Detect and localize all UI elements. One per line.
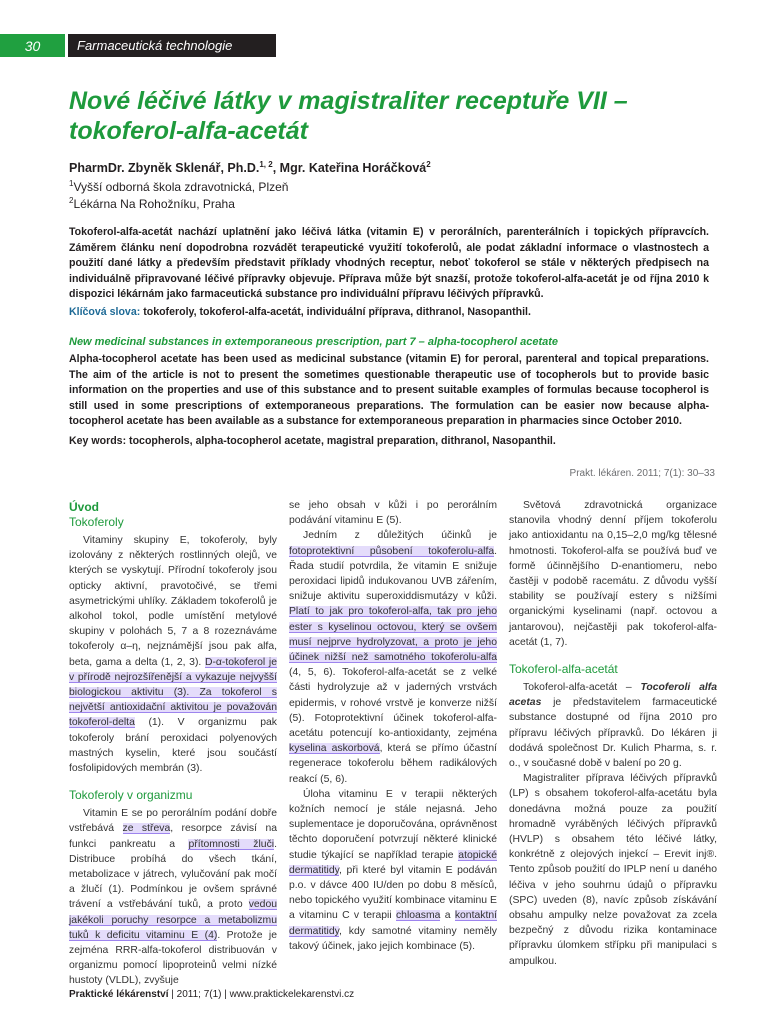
text-run: , při které byl vitamin E podáván p.o. v dávce 400 IU/den po dobu 8 měsíců, nebo topického využití kombinace vitaminu E a vitaminu C v terapii [289,864,497,922]
affiliation-1 [69,179,288,194]
highlight[interactable]: chloasma [395,910,441,922]
affiliation-2-number: 2 [69,196,74,205]
abstract-en: Alpha-tocopherol acetate has been used as medicinal substance (vitamin E) for peroral, parenteral and topical preparations. The aim of the article is not to present the sometimes questionable therapeutic use of tocopherols but to provide basic information on the properties and use of this substance and to present suitable examples of formulas because tocopherol is still used in some prescriptions of extemporaneous preparations. The formulation can be easier now because alpha-tocopherol acetate has been available as a substance for extemporaneous preparation in pharmacies since October 2010. [69,353,709,427]
text-run: Vitamin E se po perorálním podání dobře vstřebává [69,808,277,835]
heading-uvod: Úvod [69,500,99,514]
footer-issue: 2011; 7(1) [176,989,222,1000]
heading-tokoferoly: Tokoferoly [69,515,124,529]
text-run: Vitaminy skupiny E, tokoferoly, byly izolovány z některých rostlinných olejů, ve kterých se vyskytují. Přírodní tokoferoly jsou opticky aktivní, pravotočivé, se třemi asymetrickými uhlíky. Základem tokoferolů je alkohol tokol, podle umístění metylové skupiny v polohách 5, 7 a 8 rozeznáváme tokoferoly α–η, nejznámější jsou pak alfa, beta, gama a delta (1, 2, 3). [69,535,277,668]
column-1 [69,498,277,989]
author-1: PharmDr. Zbyněk Sklenář, Ph.D. [69,161,260,176]
author-2: Mgr. Kateřina Horáčková [279,161,427,176]
section-label: Farmaceutická technologie [68,34,276,57]
column-2 [289,498,497,954]
latin-name: Tocoferoli alfa acetas [509,682,717,709]
affiliation-2-text: Lékárna Na Rohožníku, Praha [73,197,235,211]
footer-url[interactable]: www.praktickelekarenstvi.cz [229,989,355,1000]
footer-separator: | [221,989,230,1000]
text-run: je představitelem farmaceutické substance dostupné od října 2010 pro přípravu léčivých přípravků. Do lékáren ji dodává společnost Dr. Kulich Pharma, s. r. o., v současné době v balení po 20 g. [509,697,717,770]
paragraph [69,533,277,776]
text-run: a [440,910,455,922]
keywords-en-text: tocopherols, alpha-tocopherol acetate, magistral preparation, dithranol, Nasopanthil. [126,435,556,447]
text-run: Jedním z důležitých účinků je [303,530,497,542]
highlight[interactable]: fotoprotektivní působení tokoferolu-alfa [289,545,495,557]
paragraph [509,680,717,771]
highlight[interactable]: D-α-tokoferol je v přírodě nejrozšířenější a vykazuje nejvyšší biologickou aktivitu (3). Za tokoferol s největší antioxidační aktivitou je považován tokoferol-delta [69,656,277,729]
english-title: New medicinal substances in extemporaneous prescription, part 7 – alpha-tocopherol acetate [69,336,559,348]
affiliation-2 [69,196,235,211]
paragraph [289,528,497,786]
keywords-cz [69,305,709,320]
keywords-en [69,434,709,449]
text-run: , kdy samotné vitaminy neměly takový účinek, jako jejich kombinace (5). [289,925,497,952]
heading-tokoferoly-v-organizmu: Tokoferoly v organizmu [69,788,193,803]
author-2-affil: 2 [426,160,431,169]
paragraph [69,806,277,988]
affiliation-1-text: Vyšší odborná škola zdravotnická, Plzeň [73,180,289,194]
paragraph: Magistraliter příprava léčivých přípravků (LP) s obsahem tokoferol-alfa-acetátu byla donedávna možná pouze za použití hromadně vyráběných léčivých přípravků (HVLP) s obsahem této léčivé látky, konkrétně z olejových injekcí – Erevit inj®. Tento způsob použití do IPLP není u daného léčiva v jeho souhrnu údajů o přípravku (SPC) uveden (8), navíc způsob získávání obsahu ampulky nelze považovat za zcela bezpečný z důvodu rizika kontaminace přípravku úlomkem střípku při manipulaci s ampulkou. [509,773,717,967]
text-run: Tokoferol-alfa-acetát – [523,682,641,694]
text-run: , resorpce závisí na funkci pankreatu a [69,823,277,850]
footer-journal: Praktické lékárenství [69,989,169,1000]
text-run: , která se přímo účastní regenerace tokoferolu během radikálových reakcí (5, 6). [289,743,497,785]
affiliation-1-number: 1 [69,179,74,188]
highlight[interactable]: vedou jakékoli poruchy resorpce a metabolizmu tuků k deficitu vitaminu E (4) [69,899,277,941]
abstract-cz: Tokoferol-alfa-acetát nachází uplatnění jako léčivá látka (vitamin E) v perorálních, parenterálních i topických přípravcích. Záměrem článku není dopodrobna rozvádět terapeutické využití tokoferolů, ale podat základní informace o vlastnostech a použití dané látky a především představit příklady vhodných receptur, neboť tokoferol se stále v některých předpisech na individuálně připravované léčivé přípravky objevuje. Příprava může být snazší, protože tokoferol-alfa-acetát je od října 2010 k dispozici lékárnám jako farmaceutická substance pro individuální přípravu léčivých přípravků. [69,226,709,300]
article-title: Nové léčivé látky v magistraliter receptuře VII – tokoferol-alfa-acetát [69,87,628,145]
footer [69,989,354,1000]
paragraph: Světová zdravotnická organizace stanovila vhodný denní příjem tokoferolu jako antioxidantu na 0,15–2,0 mg/kg tělesné hmotnosti. Tokoferol-alfa se používá buď ve formě účinnějšího D-enantiomeru, nebo častěji v podobě racemátu. Z důvodu vyšší stability se používají estery s nižšími organickými kyselinami (např. octovou a jantarovou), nejčastěji pak tokoferol-alfa-acetát (1, 7). [509,500,717,648]
footer-separator: | [168,989,177,1000]
highlight[interactable]: atopické dermatitidy [289,849,497,876]
text-run: Úloha vitaminu E v terapii některých kožních nemocí je stále nejasná. Jeho suplementace je doporučována, oprávněnost těchto doporučení potvrzují některé klinické studie týkající se například terapie [289,788,497,861]
author-1-affil: 1, 2 [259,160,273,169]
text-run: (1). V organizmu pak tokoferoly brání peroxidaci polyenových mastných kyselin, které jsou součástí fosfolipidových membrán (3). [69,717,277,775]
keywords-cz-text: tokoferoly, tokoferol-alfa-acetát, individuální příprava, dithranol, Nasopanthil. [140,306,531,318]
heading-tokoferol-alfa-acetat: Tokoferol-alfa-acetát [509,662,618,677]
highlight[interactable]: Platí to jak pro tokoferol-alfa, tak pro jeho ester s kyselinou octovou, který se ovšem musí nejprve hydrolyzovat, a proto je jeho účinek nižší než samotného tokoferolu-alfa [289,606,497,664]
text-run: . Distribuce probíhá do všech tkání, metabolizace v játrech, vylučování pak močí a žlučí (1). Podmínkou je ovšem správné trávení a vstřebávání tuků, a proto [69,838,277,911]
paragraph: se jeho obsah v kůži i po perorálním podávání vitaminu E (5). [289,500,497,527]
authors [69,160,431,175]
keywords-cz-label: Klíčová slova: [69,306,141,318]
highlight[interactable]: přítomnosti žluči [188,838,275,850]
keywords-en-label: Key words: [69,435,127,447]
citation: Prakt. lékáren. 2011; 7(1): 30–33 [569,468,715,479]
highlight[interactable]: kontaktní dermatitidy [289,910,497,937]
author-separator: , [272,161,280,176]
column-3 [509,498,717,969]
paragraph [289,787,497,954]
highlight[interactable]: ze střeva [122,823,171,835]
text-run: (4, 5, 6). Tokoferol-alfa-acetát se z velké části hydrolyzuje až v jaderných vrstvách epidermis, v rohové vrstvě je konverze nižší (5). Fotoprotektivní účinek tokoferol-alfa-acetátu potencují ko-antioxidanty, zejména [289,667,497,740]
highlight[interactable]: kyselina askorbová [289,743,380,755]
page-number: 30 [0,34,65,57]
text-run: . Protože je zejména RRR-alfa-tokoferol distribuován v organizmu pomocí lipoproteinů velmi nízké hustoty (VLDL), zvyšuje [69,929,278,987]
text-run: . Řada studií potvrdila, že vitamin E snižuje peroxidaci lipidů indukovanou UVB zářením, snižuje aktivitu superoxiddismutázy v kůži. [289,545,497,603]
